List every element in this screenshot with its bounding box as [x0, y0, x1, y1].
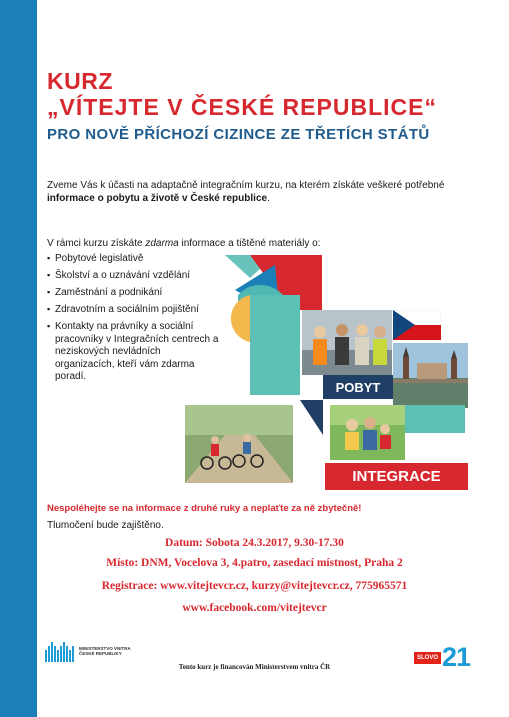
course-label: KURZ — [47, 68, 113, 94]
ministry-name — [79, 646, 139, 657]
topics-lead — [47, 238, 320, 249]
slovo-number: 21 — [442, 642, 471, 672]
czech-flag-icon — [393, 310, 441, 340]
prague-photo — [393, 343, 468, 408]
pobyt-label-box — [323, 375, 393, 399]
topics-lead-em: zdarma — [145, 238, 179, 249]
intro-text-bold: informace o pobytu a životě v České republice — [47, 193, 268, 204]
list-item: ▪ Zaměstnání a podnikání — [47, 287, 222, 300]
course-subtitle: PRO NOVĚ PŘÍCHOZÍ CIZINCE ZE TŘETÍCH STÁTŮ — [47, 126, 430, 143]
list-item: ▪ Zdravotním a sociálním pojištění — [47, 304, 222, 317]
slovo-box: SLOVO — [414, 652, 441, 664]
translation-note: Tlumočení bude zajištěno. — [47, 520, 164, 531]
intro-paragraph — [47, 179, 457, 205]
photo-collage — [180, 250, 480, 495]
facebook-link[interactable]: www.facebook.com/vitejtevcr — [182, 602, 327, 614]
event-registration: Registrace: www.vitejtevcr.cz, kurzy@vitejtevcr.cz, 775965571 — [101, 580, 408, 592]
integrace-label: INTEGRACE — [352, 468, 441, 485]
ministry-line-2: ČESKÉ REPUBLIKY — [79, 651, 122, 656]
integrace-label-box — [325, 463, 468, 490]
warning-text: Nespoléhejte se na informace z druhé ruky a neplaťte za ně zbytečně! — [47, 503, 362, 514]
event-date: Datum: Sobota 24.3.2017, 9.30-17.30 — [165, 537, 344, 549]
ministry-line-1: MINISTERSTVO VNITRA — [79, 645, 131, 651]
list-item: ▪ Kontakty na právníky a sociální pracovníky v Integračních centrech a neziskových nevládních organizacích, kteří vám zdarma poradí. — [47, 321, 222, 384]
pobyt-label: POBYT — [335, 379, 381, 395]
funding-note: Tento kurz je financován Ministerstvem vnitra ČR — [178, 663, 331, 671]
course-title: „VÍTEJTE V ČESKÉ REPUBLICE“ — [47, 94, 437, 120]
topics-lead-pre: V rámci kurzu získáte — [47, 238, 146, 249]
intro-text-end: . — [267, 193, 270, 204]
ministry-logo-icon — [45, 640, 75, 662]
teal-block — [405, 405, 465, 433]
event-place: Místo: DNM, Vocelova 3, 4.patro, zasedací místnost, Praha 2 — [106, 557, 403, 569]
list-item: ▪ Školství a o uznávání vzdělání — [47, 270, 222, 283]
cyclists-photo — [185, 405, 293, 483]
slovo21-logo — [414, 644, 470, 671]
ministry-logo — [45, 640, 139, 662]
list-item: ▪ Pobytové legislativě — [47, 253, 222, 266]
topics-lead-post: informace a tištěné materiály o: — [178, 238, 321, 249]
intro-text-1: Zveme Vás k účasti na adaptačně integračním kurzu, na kterém získáte veškeré potřebné — [47, 180, 445, 191]
family-photo — [330, 405, 405, 460]
workers-photo — [302, 310, 392, 375]
